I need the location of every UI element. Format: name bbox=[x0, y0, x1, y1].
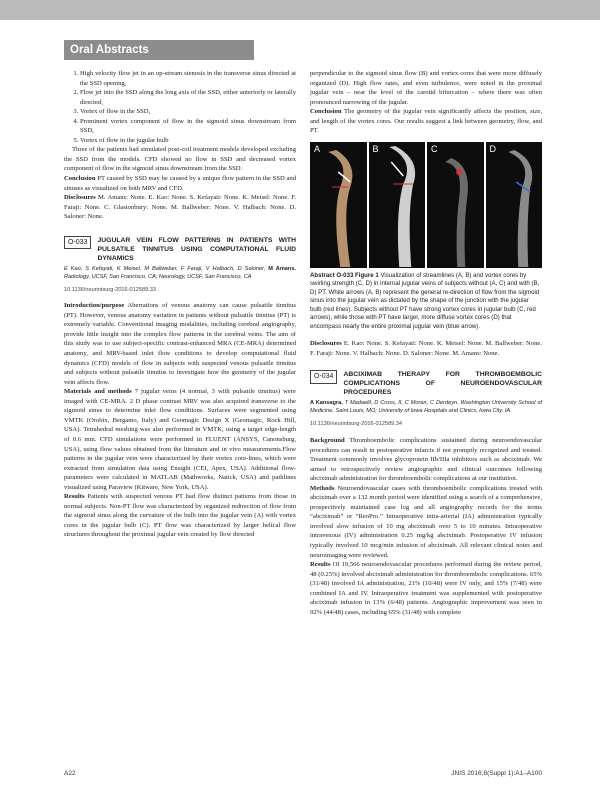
list-item: 4. Prominent vortex component of flow in the sigmoid sinus downstream from SSD, bbox=[80, 117, 296, 136]
abstract-number: O-034 bbox=[310, 370, 337, 384]
flow-pattern-list bbox=[64, 69, 296, 145]
abstract-title: JUGULAR VEIN FLOW PATTERNS IN PATIENTS WITH PULSATILE TINNITUS USING COMPUTATIONAL FLUID DYNAMICS bbox=[97, 236, 296, 262]
vortex-core-d-image bbox=[486, 142, 543, 268]
paragraph: perpendicular to the sigmoid sinus flow (B) and vortex cores that were more diffusely organized (D). High flow rates, and even turbulence, were noted in the proximal jugular vein – near the level of the carotid bifurcation – where there was often pronounced narrowing of the jugular. bbox=[310, 70, 542, 106]
background-paragraph: Background Thromboembolic complications sustained during neuroendovascular procedures can result in postoperative infarcts if not promptly recognized and treated. Treatment commonly involves glycoprotein IIb/IIIa inhibitors such as abciximab. We aimed to retrospectively review angiographic and clinical outcomes following abciximab administration for thromboembolic complications at our institution. bbox=[310, 436, 542, 483]
figure-panels bbox=[310, 142, 542, 268]
doi-link[interactable]: 10.1136/neurintsurg-2016-012589.34 bbox=[310, 421, 402, 428]
right-column bbox=[310, 69, 542, 617]
conclusion-paragraph: Conclusion PT caused by SSD may be caused by a unique flow pattern in the SSD and sinuses as visualized on both MRV and CFD. bbox=[64, 175, 296, 192]
methods-paragraph: Materials and methods 7 jugular veins (4 normal, 3 with pulsatile tinnitus) were imaged with CE-MRA. 2 D phase contrast MRV was also acquired transverse to the sigmoid sinus to determine inlet flow conditions. Surfaces were segmented using VMTK (Orobix, Bergamo, Italy) and Geomagic Design X (Geomagic, Rock Hill, USA). Tetrahedral meshing was also performed in VMTK, using a target edge-length of 0.6 mm. CFD simulations were performed in FLUENT (ANSYS, Canonsburg, USA), using flow values obtained from the literature and in vivo measurements.Flow patterns in the jugular vein were characterized by their vortex core-lines, which were extracted from simulation data using Ensight (CEI, Apex, USA). Additional flow-parameters were calculated in MATLAB (Mathworks, Natick, USA) and pathlines visualized using Paraview (Kitware, New York, USA). bbox=[64, 388, 296, 491]
vortex-core-c-image bbox=[427, 142, 484, 268]
disclosures-paragraph: Disclosures M. Amans: None. E. Kao: None. S. Kefayati: None. K. Meisel: None. F. Faraji: None. C. Glastonbury: None. M. Ballweber: None. V. Halbach: None. D. Saloner: None. bbox=[64, 194, 296, 221]
panel-label: D bbox=[489, 143, 496, 154]
abstract-number: O-033 bbox=[64, 236, 91, 250]
conclusion-paragraph: Conclusion The geometry of the jugular vein significantly affects the position, size, and length of the vortex cores. Our results suggest a link between geometry, flow, and PT. bbox=[310, 108, 542, 135]
figure-panel-a bbox=[310, 142, 367, 268]
author-list: E Kao, S Kefayati, K Meisel, M Ballweber, F Faraji, V Halbach, D Saloner, M Amans. Radiology, UCSF, San Francisco, CA; Neurology, UCSF, San Francisco, CA bbox=[64, 265, 296, 280]
doi-link[interactable]: 10.1136/neurintsurg-2016-012589.33 bbox=[64, 286, 156, 293]
intro-paragraph: Introduction/purpose Aberrations of venous anatomy can cause pulsatile tinnitus (PT). However, venous anatomy variation in patients without pulsatile tinnitus (PT) is extremely variable. Conventional imaging modalities, including cerebral angiography, provide little insight into the complex flow patterns in the cerebral veins. The aim of this study was to use subject-specific contrast-enhanced MRA (CE-MRA) determined anatomy, and MRV-based inlet flow conditions to develop computational fluid dynamics (CFD) models of flow in subjects with suspected venous pulsatile tinnitus and subjects without pulsatile tinnitus to investigate how the geometry of the jugular vein affects flow. bbox=[64, 302, 296, 386]
figure-panel-b bbox=[369, 142, 426, 268]
figure-caption: Abstract O-033 Figure 1 Visualization of streamlines (A, B) and vortex cores by swirling strength (C, D) in internal jugular veins of subjects without (A, C) and with (B, D) PT. White arrows (A, B) represent the general re-direction of flow from the sigmoid sinus into the jugular vein as dictated by the shape of the junction with the jugular bulb (red lines). Subjects without PT have strong vortex cores in jugular bulb (C, red arrows), while those with PT have larger, more diffuse vortex cores (D) that encompass nearly the entire proximal jugular vein (blue arrow). bbox=[310, 271, 540, 330]
list-item: 3. Vortex of flow in the SSD, bbox=[80, 107, 296, 117]
list-item: 5. Vortex of flow in the jugular bulb bbox=[80, 136, 296, 146]
list-item: 1. High velocity flow jet in an up-stream stenosis in the transverse sinus directed at the SSD opening, bbox=[80, 69, 296, 88]
streamline-a-image bbox=[310, 142, 367, 268]
figure-panel-d bbox=[486, 142, 543, 268]
paragraph: Three of the patients had simulated post-coil treatment models developed excluding the SSD from the models. CFD showed no flow in SSD and decreased vortex component of flow in the sigmoid sinus downstream from the SSD. bbox=[64, 146, 296, 173]
author-list: A Kansagra, T Madaelil, D Cross, II, C Moran, C Derdeyn. Washington University School of Medicine, Saint Louis, MO; University of Iowa Hospitals and Clinics, Iowa City, IA bbox=[310, 400, 542, 415]
abstract-header-o034 bbox=[310, 370, 542, 397]
results-paragraph: Results Patients with suspected venous PT had flow distinct patterns from those in normal subjects. Non-PT flow was characterized by organized redirection of flow from the sigmoid sinus along the curvature of the bulb into the jugular vein (A) with vortex cores in the jugular bulb (C). PT flow was characterized by larger helical flow structures throughout the proximal jugular vein created by flow directed bbox=[64, 493, 296, 539]
abstract-title: ABCIXIMAB THERAPY FOR THROMBOEMBOLIC COMPLICATIONS OF NEUROENDOVASCULAR PROCEDURES bbox=[343, 371, 542, 397]
page-number: A22 bbox=[64, 770, 76, 777]
left-column bbox=[64, 69, 296, 540]
figure-panel-c bbox=[427, 142, 484, 268]
panel-label: C bbox=[431, 143, 438, 154]
disclosures-paragraph: Disclosures E. Kao: None. S. Kefayati: None. K. Meisel: None. M. Ballweber: None. F. Faraji: None. V. Halbach: None. D. Saloner: None. M. Amans: None. bbox=[310, 340, 542, 357]
journal-citation: JNIS 2016;8(Suppl 1):A1–A100 bbox=[451, 770, 542, 777]
page-header-bar bbox=[0, 0, 600, 20]
results-paragraph: Results Of 19,566 neuroendovascular procedures performed during the review period, 48 (0.25%) involved abciximab administration for thromboembolic complications. 65% (31/48) involved IA administration, 21% (10/48) were IV only, and 15% (7/48) were combined IA and IV. Intraoperative treatment was supplemented with postoperative abciximab infusion in 13% (6/48) patients. Angiographic improvement was seen in 92% (44/48) cases, including 65% (31/48) with complete bbox=[310, 561, 542, 616]
streamline-b-image bbox=[369, 142, 426, 268]
methods-paragraph: Methods Neuroendovascular cases with thromboembolic complications treated with abciximab over a 132 month period were identified using a search of a comprehensive, prospectively maintained case log and all angiography records for the terms “abciximab” or “ReoPro.” Intraoperative intra-arterial (IA) administration typically involved slow infusion of 10 mg abciximab over 5 to 10 minutes. Intraoperative intravenous (IV) administration 0.25 mg/kg abciximab. Postoperative IV infusion typically involved 10 mcg/min infusion of abciximab. All relevant clinical notes and neuroimaging were reviewed. bbox=[310, 484, 542, 559]
panel-label: A bbox=[314, 143, 321, 154]
panel-label: B bbox=[372, 143, 379, 154]
abstract-header-o033 bbox=[64, 236, 296, 263]
section-title: Oral Abstracts bbox=[64, 40, 254, 60]
list-item: 2. Flow jet into the SSD along the long axis of the SSD, either anteriorly or laterally directed, bbox=[80, 88, 296, 107]
